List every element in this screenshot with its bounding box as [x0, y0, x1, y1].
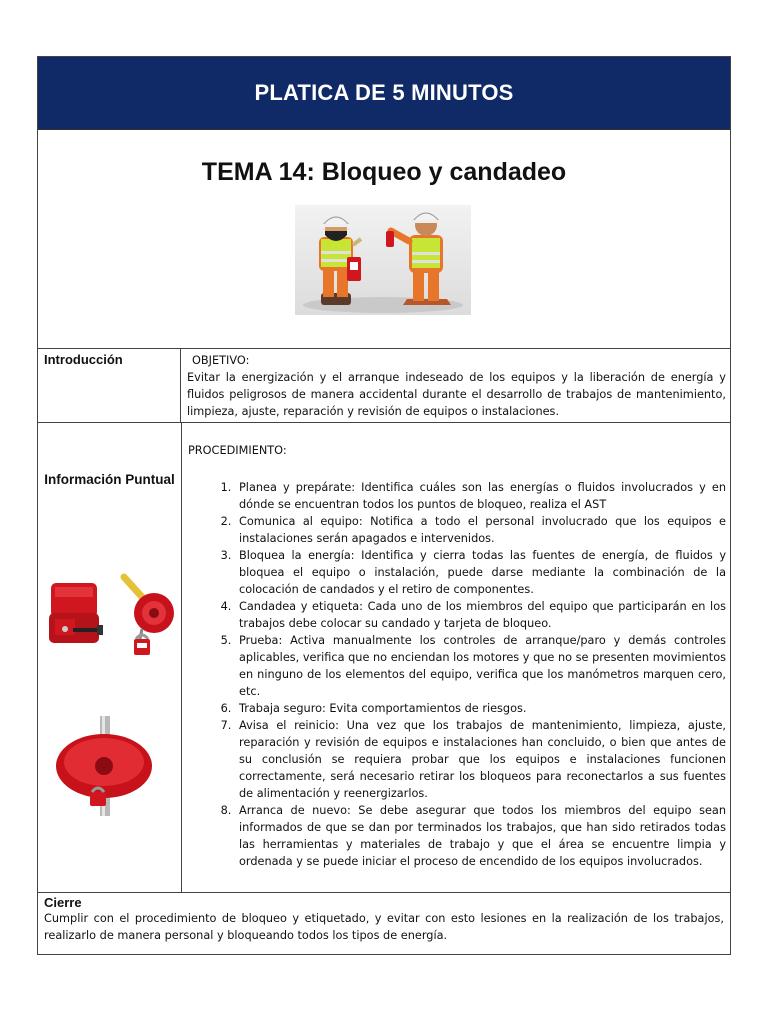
procedure-step: 2. Comunica al equipo: Notifica a todo el personal involucrado que los equipos e instalaciones serán apagados e intervenidos.	[235, 513, 726, 547]
procedure-step: 4. Candadea y etiqueta: Cada uno de los miembros del equipo que participarán en los trabajos debe colocar su candado y tarjeta de bloqueo.	[235, 598, 726, 632]
procedure-step: 7. Avisa el reinicio: Una vez que los trabajos de mantenimiento, limpieza, ajuste, reparación y revisión de equipos e instalaciones han concluido, o bien que antes de su conclusión se requiera probar que los equipos e instalaciones funcionen correctamente, será necesario retirar los bloqueos para reconectarlos a sus fuentes de alimentación y reenergizarlos.	[235, 717, 726, 802]
procedure-step: 5. Prueba: Activa manualmente los controles de arranque/paro y demás controles aplicables, verifica que no enciendan los motores y que no se presenten movimientos en ninguno de los elementos del equipo, verifica que los manómetros marquen cero, etc.	[235, 632, 726, 700]
info-row	[38, 423, 730, 893]
procedure-step: 8. Arranca de nuevo: Se debe asegurar que todos los miembros del equipo sean informados de que se dan por terminados los trabajos, que han sido retirados todas las herramientas y materiales de trabajo y que el área se encuentre limpia y ordenada y se puede iniciar el proceso de encendido de los equipos involucrados.	[235, 802, 726, 870]
procedure-content	[182, 423, 730, 892]
closing-label: Cierre	[44, 895, 82, 910]
intro-row	[38, 349, 730, 423]
topic-title: TEMA 14: Bloqueo y candadeo	[201, 158, 567, 186]
gate-valve-lockout-image	[50, 716, 172, 816]
procedure-step: 1. Planea y prepárate: Identifica cuáles son las energías o fluidos involucrados y en dónde se encuentran todos los puntos de bloqueo, realiza el AST	[235, 479, 726, 513]
workers-lockout-illustration	[295, 205, 471, 315]
topic-section	[38, 130, 730, 349]
objective-label: OBJETIVO:	[192, 354, 250, 367]
valve-lockout-device-image	[116, 573, 178, 673]
procedure-label: PROCEDIMIENTO:	[188, 444, 287, 457]
worker-right-figure	[386, 213, 451, 305]
procedure-steps	[188, 479, 726, 870]
intro-label: Introducción	[38, 349, 181, 422]
closing-section	[38, 893, 730, 954]
intro-content	[181, 349, 730, 422]
worker-left-figure	[319, 217, 361, 305]
closing-text: Cumplir con el procedimiento de bloqueo y etiquetado, y evitar con esto lesiones en la realización de los trabajos, realizarlo de manera personal y bloqueando todos los tipos de energía.	[44, 912, 724, 942]
info-left-cell	[38, 423, 182, 892]
procedure-step: 6. Trabaja seguro: Evita comportamientos de riesgos.	[235, 700, 726, 717]
objective-text: Evitar la energización y el arranque indeseado de los equipos y la liberación de energía y fluidos peligrosos de manera accidental durante el desarrollo de trabajos de mantenimiento, limpieza, ajuste, reparación y revisión de equipos o instalaciones.	[187, 371, 726, 418]
procedure-step: 3. Bloquea la energía: Identifica y cierra todas las fuentes de energía, de fluidos y bloquea el equipo o instalación, puede darse mediante la combinación de la colocación de candados y el retiro de componentes.	[235, 547, 726, 598]
safety-talk-sheet	[37, 56, 731, 955]
header-title: PLATICA DE 5 MINUTOS	[254, 80, 514, 105]
info-label: Información Puntual	[44, 472, 175, 487]
page-header	[38, 57, 730, 130]
plug-lockout-device-image	[47, 573, 107, 657]
